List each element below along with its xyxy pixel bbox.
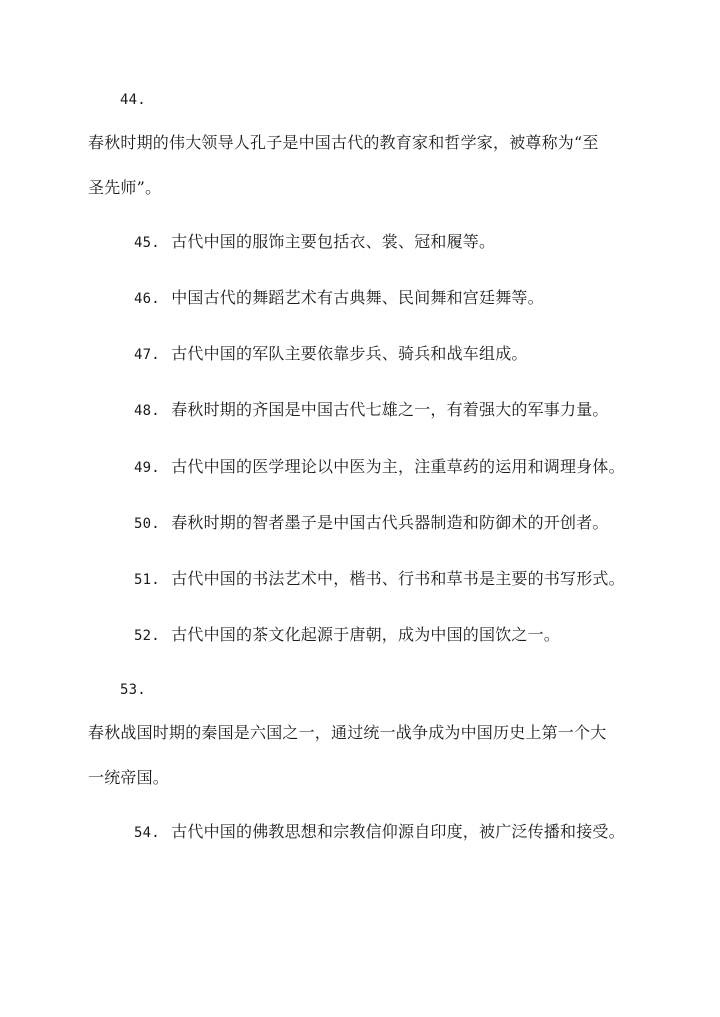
item-text-50: 春秋时期的智者墨子是中国古代兵器制造和防御术的开创者。 bbox=[171, 513, 609, 532]
item-text-53-line-1: 春秋战国时期的秦国是六国之一，通过统一战争成为中国历史上第一个大 bbox=[88, 723, 607, 742]
item-text-54: 古代中国的佛教思想和宗教信仰源自印度，被广泛传播和接受。 bbox=[171, 822, 625, 841]
item-text-51: 古代中国的书法艺术中，楷书、行书和草书是主要的书写形式。 bbox=[171, 569, 625, 588]
item-number-50: 50. bbox=[134, 516, 160, 532]
item-number-48: 48. bbox=[134, 403, 160, 419]
item-number-44: 44. bbox=[120, 92, 146, 108]
item-text-45: 古代中国的服饰主要包括衣、裳、冠和履等。 bbox=[171, 232, 496, 251]
item-number-54: 54. bbox=[134, 825, 160, 841]
item-number-49: 49. bbox=[134, 460, 160, 476]
item-number-47: 47. bbox=[134, 347, 160, 363]
list-item-54 bbox=[134, 822, 625, 843]
item-number-52: 52. bbox=[134, 628, 160, 644]
item-text-48: 春秋时期的齐国是中国古代七雄之一，有着强大的军事力量。 bbox=[171, 400, 609, 419]
list-item-45 bbox=[134, 232, 495, 253]
list-item-51 bbox=[134, 569, 625, 590]
item-number-46: 46. bbox=[134, 291, 160, 307]
item-number-51: 51. bbox=[134, 572, 160, 588]
item-text-49: 古代中国的医学理论以中医为主，注重草药的运用和调理身体。 bbox=[171, 457, 625, 476]
list-item-50 bbox=[134, 513, 609, 534]
list-item-46 bbox=[134, 288, 544, 309]
list-item-47 bbox=[134, 344, 528, 365]
item-text-44-line-2: 圣先师”。 bbox=[88, 178, 162, 197]
list-item-52 bbox=[134, 625, 560, 646]
item-text-46: 中国古代的舞蹈艺术有古典舞、民间舞和宫廷舞等。 bbox=[171, 288, 544, 307]
item-text-52: 古代中国的茶文化起源于唐朝，成为中国的国饮之一。 bbox=[171, 625, 560, 644]
item-text-53-line-2: 一统帝国。 bbox=[88, 768, 170, 787]
list-item-49 bbox=[134, 457, 625, 478]
item-text-44-line-1: 春秋时期的伟大领导人孔子是中国古代的教育家和哲学家，被尊称为“至 bbox=[88, 133, 599, 152]
item-text-47: 古代中国的军队主要依靠步兵、骑兵和战车组成。 bbox=[171, 344, 528, 363]
item-number-45: 45. bbox=[134, 235, 160, 251]
item-number-53: 53. bbox=[120, 682, 146, 698]
list-item-48 bbox=[134, 400, 609, 421]
